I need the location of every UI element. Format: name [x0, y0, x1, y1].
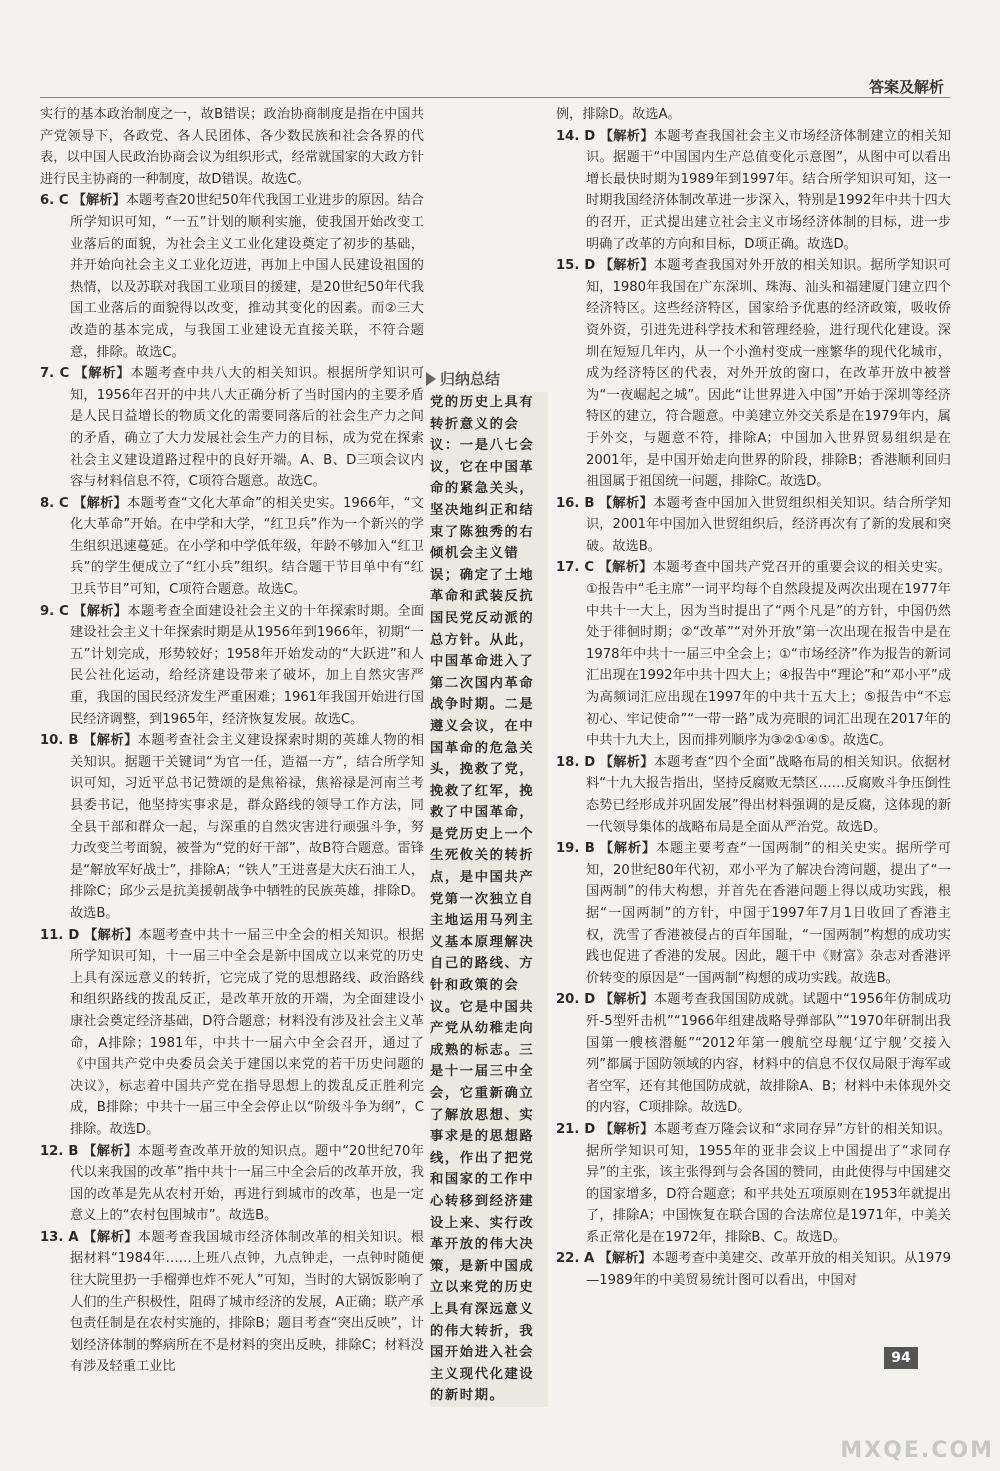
sidebar-heading-label: 归纳总结 [440, 370, 501, 388]
page-number: 94 [884, 1347, 918, 1369]
left-intro: 实行的基本政治制度之一，故B错误；政治协商制度是指在中国共产党领导下，各政党、各人民团体、各少数民族和社会各界的代表，以中国人民政治协商会议为组织形式，经常就国家的大政方针进行民主协商的一种制度，故D错误。故选C。 [40, 107, 424, 187]
answer-number: 7. C [40, 366, 70, 382]
answer-item [40, 730, 424, 924]
analysis-text: 本题考查中共八大的相关知识。根据所学知识可知，1956年召开的中共八大正确分析了当时国内的主要矛盾是人民日益增长的物质文化的需要同落后的社会生产力之间的矛盾，确立了大力发展社会生产力的目标，成为党在探索社会主义建设道路过程中的良好开端。A、B、D三项会议内容与材料信息不符，C项符合题意。故选C。 [70, 366, 425, 490]
header-rule [40, 97, 950, 98]
answer-item [40, 190, 424, 363]
analysis-tag: 【解析】 [599, 754, 654, 770]
answer-number: 17. C [556, 560, 595, 576]
answer-item [556, 126, 951, 256]
right-intro: 例，排除D。故选A。 [556, 107, 681, 122]
answer-number: 20. D [556, 992, 596, 1008]
analysis-tag: 【解析】 [598, 495, 654, 511]
right-column [556, 104, 951, 1292]
answer-number: 15. D [556, 258, 596, 274]
answer-item [40, 601, 424, 731]
answer-number: 12. B [40, 1143, 79, 1159]
answer-number: 11. D [40, 927, 80, 943]
answer-item [556, 1119, 951, 1249]
answer-item [556, 838, 951, 989]
analysis-tag: 【解析】 [83, 733, 138, 749]
analysis-tag: 【解析】 [598, 1251, 652, 1267]
answer-number: 13. A [40, 1229, 79, 1245]
answer-number: 19. B [556, 841, 595, 857]
analysis-text: 本题考查中美建交、改革开放的相关知识。从1979—1989年的中美贸易统计图可以看出，中国对 [586, 1251, 951, 1289]
page-header: 答案及解析 [868, 78, 944, 96]
answer-item [40, 925, 424, 1141]
answer-number: 22. A [556, 1251, 595, 1267]
analysis-text: 本题考查我国社会主义市场经济体制建立的相关知识。据题干“中国国内生产总值变化示意图”，从图中可以看出增长最快时期为1989年到1997年。结合所学知识可知，这一时期我国经济体制改革进一步深入，特别是1992年中共十四大的召开，正式提出建立社会主义市场经济体制的目标，进一步明确了改革的方向和目标，D项正确。故选D。 [586, 128, 951, 252]
answer-item [40, 493, 424, 601]
analysis-text: 本题考查全面建设社会主义的十年探索时期。全面建设社会主义十年探索时期是从1956年到1966年，初期“一五”计划完成，形势较好；1958年开始发动的“大跃进”和人民公社化运动，给经济建设带来了破坏，加上自然灾害严重，我国的国民经济发生严重困难；1961年我国开始进行国民经济调整，到1965年，经济恢复发展。故选C。 [70, 603, 425, 727]
analysis-tag: 【解析】 [74, 366, 131, 382]
analysis-text: 本题考查中共十一届三中全会的相关知识。根据所学知识可知，十一届三中全会是新中国成立以来党的历史上具有深远意义的转折，它完成了党的思想路线、政治路线和组织路线的拨乱反正，是改革开放的开端，为全面建设小康社会奠定经济基础，D符合题意；材料没有涉及社会主义革命，A排除；1981年，中共十一届六中全会召开，通过了《中国共产党中央委员会关于建国以来党的若干历史问题的决议》，标志着中国共产党在指导思想上的拨乱反正胜利完成，B排除；中共十一届三中全会停止以“阶级斗争为纲”，C排除。故选D。 [70, 927, 425, 1137]
arrow-right-icon [426, 372, 436, 386]
analysis-text: 本题考查社会主义建设探索时期的英雄人物的相关知识。据题干关键词“为官一任，造福一方”，结合所学知识可知，习近平总书记赞颂的是焦裕禄，焦裕禄是河南兰考县委书记，他坚持实事求是，群众路线的领导工作方法，同全县干部和群众一起，与深重的自然灾害进行顽强斗争，努力改变兰考面貌，被誉为“党的好干部”，故B符合题意。雷锋是“解放军好战士”，排除A；“铁人”王进喜是大庆石油工人，排除C；邱少云是抗美援朝战争中牺牲的民族英雄，排除D。故选B。 [70, 733, 425, 921]
answer-item [556, 1248, 951, 1291]
analysis-tag: 【解析】 [599, 992, 654, 1008]
analysis-text: 本题考查我国城市经济体制改革的相关知识。根据材料“1984年……上班八点钟，九点钟走，一点钟时随便往大院里扔一手榴弹也炸不死人”可知，当时的大锅饭影响了人们的生产积极性，阻碍了城市经济的发展，A正确；联产承包责任制是在农村实施的，排除B；题目考查“突出反映”，计划经济体制的弊病所在不是材料的突出反映，排除C；材料没有涉及轻重工业比 [70, 1229, 424, 1375]
left-column [40, 104, 424, 1378]
analysis-tag: 【解析】 [73, 603, 128, 619]
analysis-tag: 【解析】 [73, 495, 128, 511]
analysis-text: 本题考查中国共产党召开的重要会议的相关史实。①报告中“毛主席”一词平均每个自然段提及两次出现在1977年中共十一大上，因为当时提出了“两个凡是”的方针，中国仍然处于徘徊时期；②“改革”“对外开放”第一次出现在报告中是在1978年中共十一届三中全会上；①“市场经济”作为报告的新词汇出现在1992年中共十四大上；④报告中“理论”和“邓小平”成为高频词汇应出现在1997年的中共十五大上；⑤报告中“不忘初心、牢记使命”“一带一路”成为亮眼的词汇出现在2017年的中共十九大上，因而排列顺序为③②①④⑤。故选C。 [586, 560, 951, 749]
analysis-tag: 【解析】 [83, 1229, 138, 1245]
answer-item [40, 1227, 424, 1378]
answer-number: 9. C [40, 603, 69, 619]
analysis-text: 本题考查改革开放的知识点。题中“20世纪70年代以来我国的改革”指中共十一届三中全会后的改革开放，我国的改革是先从农村开始，再进行到城市的改革，也是一定意义上的“农村包围城市”。故选B。 [70, 1143, 425, 1224]
analysis-text: 本题考查“四个全面”战略布局的相关知识。依据材料“十九大报告指出，坚持反腐败无禁区……反腐败斗争压倒性态势已经形成并巩固发展”得出材料强调的是反腐，这体现的新一代领导集体的战略布局是全面从严治党。故选D。 [586, 754, 951, 835]
answer-number: 21. D [556, 1121, 596, 1137]
answer-number: 8. C [40, 495, 69, 511]
analysis-tag: 【解析】 [83, 1143, 138, 1159]
answer-item [556, 557, 951, 751]
analysis-tag: 【解析】 [599, 258, 654, 274]
analysis-text: 本题考查20世纪50年代我国工业进步的原因。结合所学知识可知，“一五”计划的顺利实施，使我国开始改变工业落后的面貌，为社会主义工业化建设奠定了初步的基础，并开始向社会主义工业化迈进，再加上中国人民建设祖国的热情，以及苏联对我国工业项目的援建，是20世纪50年代我国工业落后的面貌得以改变，推动其变化的因素。而②三大改造的基本完成，与我国工业建设无直接关联，不符合题意，排除。故选C。 [70, 193, 424, 360]
answer-item [40, 1141, 424, 1227]
analysis-tag: 【解析】 [599, 841, 656, 857]
analysis-text: 本题主要考查“一国两制”的相关史实。据所学可知，20世纪80年代初，邓小平为了解决台湾问题，提出了“一国两制”的伟大构想，并首先在香港问题上得以成功实践，根据“一国两制”的方针，中国于1997年7月1日收回了香港主权，洗雪了香港被侵占的百年国耻，“一国两制”构想的成功实践也促进了香港的发展。因此，题干中《财富》杂志对香港评价转变的原因是“一国两制”构想的成功实践。故选B。 [586, 841, 951, 986]
answer-number: 18. D [556, 754, 596, 770]
answer-item [556, 989, 951, 1119]
analysis-text: 本题考查“文化大革命”的相关史实。1966年，“文化大革命”开始。在中学和大学，“红卫兵”作为一个新兴的学生组织迅速蔓延。在小学和中学低年级，年龄不够加入“红卫兵”的学生便成立了“红小兵”组织。结合题干节目单中有“红卫兵节目”可知，C项符合题意。故选C。 [70, 495, 424, 598]
analysis-text: 本题考查我国对外开放的相关知识。据所学知识可知，1980年我国在广东深圳、珠海、汕头和福建厦门建立四个经济特区。这些经济特区，国家给予优惠的经济政策，吸收侨资外资，引进先进科学技术和管理经验，进行现代化建设。深圳在短短几年内，从一个小渔村变成一座繁华的现代化城市，成为经济特区的代表，对外开放的窗口，在改革开放中被誉为“一夜崛起之城”。因此“让世界进入中国”开始于深圳等经济特区的建立，符合题意。中美建立外交关系是在1979年内，属于外交，与题意不符，排除A；中国加入世界贸易组织是在2001年，是中国开始走向世界的阶段，排除B；香港顺利回归祖国属于祖国统一问题，排除C。故选D。 [586, 258, 951, 490]
answer-item [556, 255, 951, 493]
analysis-text: 本题考查中国加入世贸组织相关知识。结合所学知识，2001年中国加入世贸组织后，经济再次有了新的发展和突破。故选B。 [586, 495, 951, 554]
answer-number: 6. C [40, 193, 69, 209]
summary-sidebar: 党的历史上具有转折意义的会议：一是八七会议，它在中国革命的紧急关头，坚决地纠正和结束了陈独秀的右倾机会主义错误；确定了土地革命和武装反抗国民党反动派的总方针。从此，中国革命进入了第二次国内革命战争时期。二是遵义会议，在中国革命的危急关头，挽救了党，挽救了红军，挽救了中国革命，是党历史上一个生死攸关的转折点，是中国共产党第一次独立自主地运用马列主义基本原理解决自己的路线、方针和政策的会议。它是中国共产党从幼稚走向成熟的标志。三是十一届三中全会，它重新确立了解放思想、实事求是的思想路线，作出了把党和国家的工作中心转移到经济建设上来、实行改革开放的伟大决策，是新中国成立以来党的历史上具有深远意义的伟大转折，我国开始进入社会主义现代化建设的新时期。 [430, 392, 548, 1407]
answer-number: 14. D [556, 128, 596, 144]
analysis-tag: 【解析】 [72, 193, 126, 209]
analysis-tag: 【解析】 [599, 1121, 654, 1137]
answer-number: 16. B [556, 495, 595, 511]
watermark: MXQE.COM [840, 1438, 994, 1463]
answer-item [556, 493, 951, 558]
answer-item [556, 752, 951, 838]
answer-number: 10. B [40, 733, 79, 749]
analysis-tag: 【解析】 [598, 560, 653, 576]
analysis-text: 本题考查我国国防成就。试题中“1956年仿制成功歼-5型歼击机”“1966年组建战略导弹部队”“1970年研制出我国第一艘核潜艇”“2012年第一艘航空母舰‘辽宁舰’交接入列”都属于国防领域的内容，材料中的信息不仅仅局限于海军或者空军，还有其他国防成就，故排除A、B；材料中未体现外交的内容，C项排除。故选D。 [586, 992, 951, 1116]
sidebar-heading [426, 368, 500, 389]
answer-item [40, 363, 424, 493]
analysis-tag: 【解析】 [83, 927, 139, 943]
analysis-text: 本题考查万隆会议和“求同存异”方针的相关知识。据所学知识可知，1955年的亚非会议上中国提出了“求同存异”的主张，该主张得到与会各国的赞同，由此使得与中国建交的国家增多，D符合题意；和平共处五项原则在1953年就提出了，排除A；中国恢复在联合国的合法席位是1971年，中美关系正常化是在1972年，排除B、C。故选D。 [586, 1121, 951, 1245]
analysis-tag: 【解析】 [599, 128, 654, 144]
